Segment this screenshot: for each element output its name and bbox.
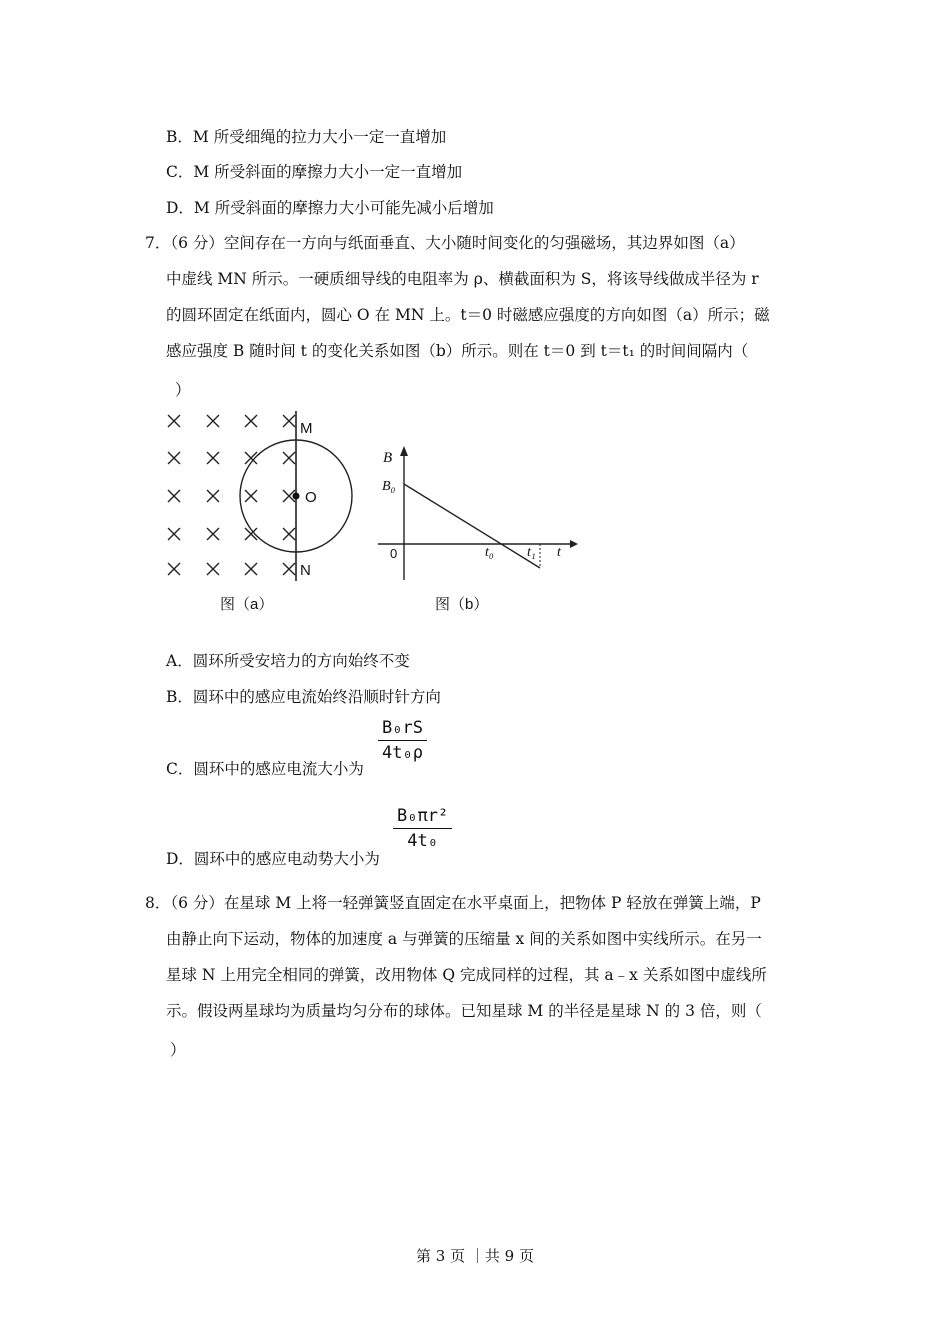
q8-line-2: 由静止向下运动，物体的加速度 a 与弹簧的压缩量 x 间的关系如图中实线所示。在另一 (166, 930, 762, 948)
b-t-line (404, 484, 540, 568)
q7-line-1: 7．（6 分）空间存在一方向与纸面垂直、大小随时间变化的匀强磁场，其边界如图（a） (145, 234, 745, 252)
cross-row-5 (168, 563, 295, 575)
option-c-prev: C．M 所受斜面的摩擦力大小一定一直增加 (166, 163, 463, 181)
option-d-prev: D．M 所受斜面的摩擦力大小可能先减小后增加 (166, 199, 494, 217)
option-c-fraction (378, 718, 427, 763)
figure-a (155, 405, 365, 615)
q7-line-4: 感应强度 B 随时间 t 的变化关系如图（b）所示。则在 t＝0 到 t＝t₁ 的时间间隔内（ (166, 342, 749, 360)
b-axis-arrow (400, 446, 408, 456)
label-o: O (305, 489, 317, 506)
q7-line-3: 的圆环固定在纸面内，圆心 O 在 MN 上。t＝0 时磁感应强度的方向如图（a）所示；磁 (166, 306, 770, 324)
q7-option-b: B．圆环中的感应电流始终沿顺时针方向 (166, 688, 441, 706)
center-point (293, 493, 300, 500)
option-d-fraction (393, 806, 452, 851)
caption-b: 图（b） (435, 596, 489, 613)
q8-line-1: 8．（6 分）在星球 M 上将一轻弹簧竖直固定在水平桌面上，把物体 P 轻放在弹簧上端，P (145, 894, 761, 912)
option-d-numerator: B₀πr² (397, 806, 449, 826)
label-origin: 0 (390, 546, 398, 561)
q7-option-a: A．圆环所受安培力的方向始终不变 (166, 652, 410, 670)
caption-a: 图（a） (220, 596, 274, 613)
q7-option-c: C．圆环中的感应电流大小为 (166, 760, 364, 778)
q8-line-5: ） (170, 1041, 186, 1059)
q8-line-4: 示。假设两星球均为质量均匀分布的球体。已知星球 M 的半径是星球 N 的 3 倍，则（ (166, 1002, 762, 1020)
label-m: M (300, 420, 313, 437)
cross-row-4 (168, 528, 295, 540)
field-crosses (168, 415, 295, 575)
label-t1: t₁ (527, 545, 536, 560)
page-footer: 第 3 页 ｜共 9 页 (416, 1247, 534, 1265)
t-axis-arrow (570, 540, 578, 548)
axis-label-t: t (557, 545, 561, 560)
option-c-numerator: B₀rS (382, 718, 423, 738)
cross-row-3 (168, 490, 295, 502)
q8-line-3: 星球 N 上用完全相同的弹簧，改用物体 Q 完成同样的过程，其 a﹣x 关系如图中虚线所 (166, 966, 767, 984)
q7-line-2: 中虚线 MN 所示。一硬质细导线的电阻率为 ρ、横截面积为 S，将该导线做成半径为 r (166, 270, 759, 288)
q7-line-5: ） (175, 381, 191, 399)
option-c-denominator: 4t₀ρ (382, 743, 423, 763)
option-d-denominator: 4t₀ (407, 831, 438, 851)
cross-row-1 (168, 415, 295, 427)
figure-b (370, 440, 585, 615)
axis-label-b: B (383, 450, 393, 466)
cross-row-2 (168, 452, 295, 464)
label-t0: t₀ (485, 545, 494, 560)
q7-option-d: D．圆环中的感应电动势大小为 (166, 850, 380, 868)
label-b0: B₀ (382, 479, 396, 494)
option-b-prev: B．M 所受细绳的拉力大小一定一直增加 (166, 128, 447, 146)
label-n: N (300, 562, 311, 579)
